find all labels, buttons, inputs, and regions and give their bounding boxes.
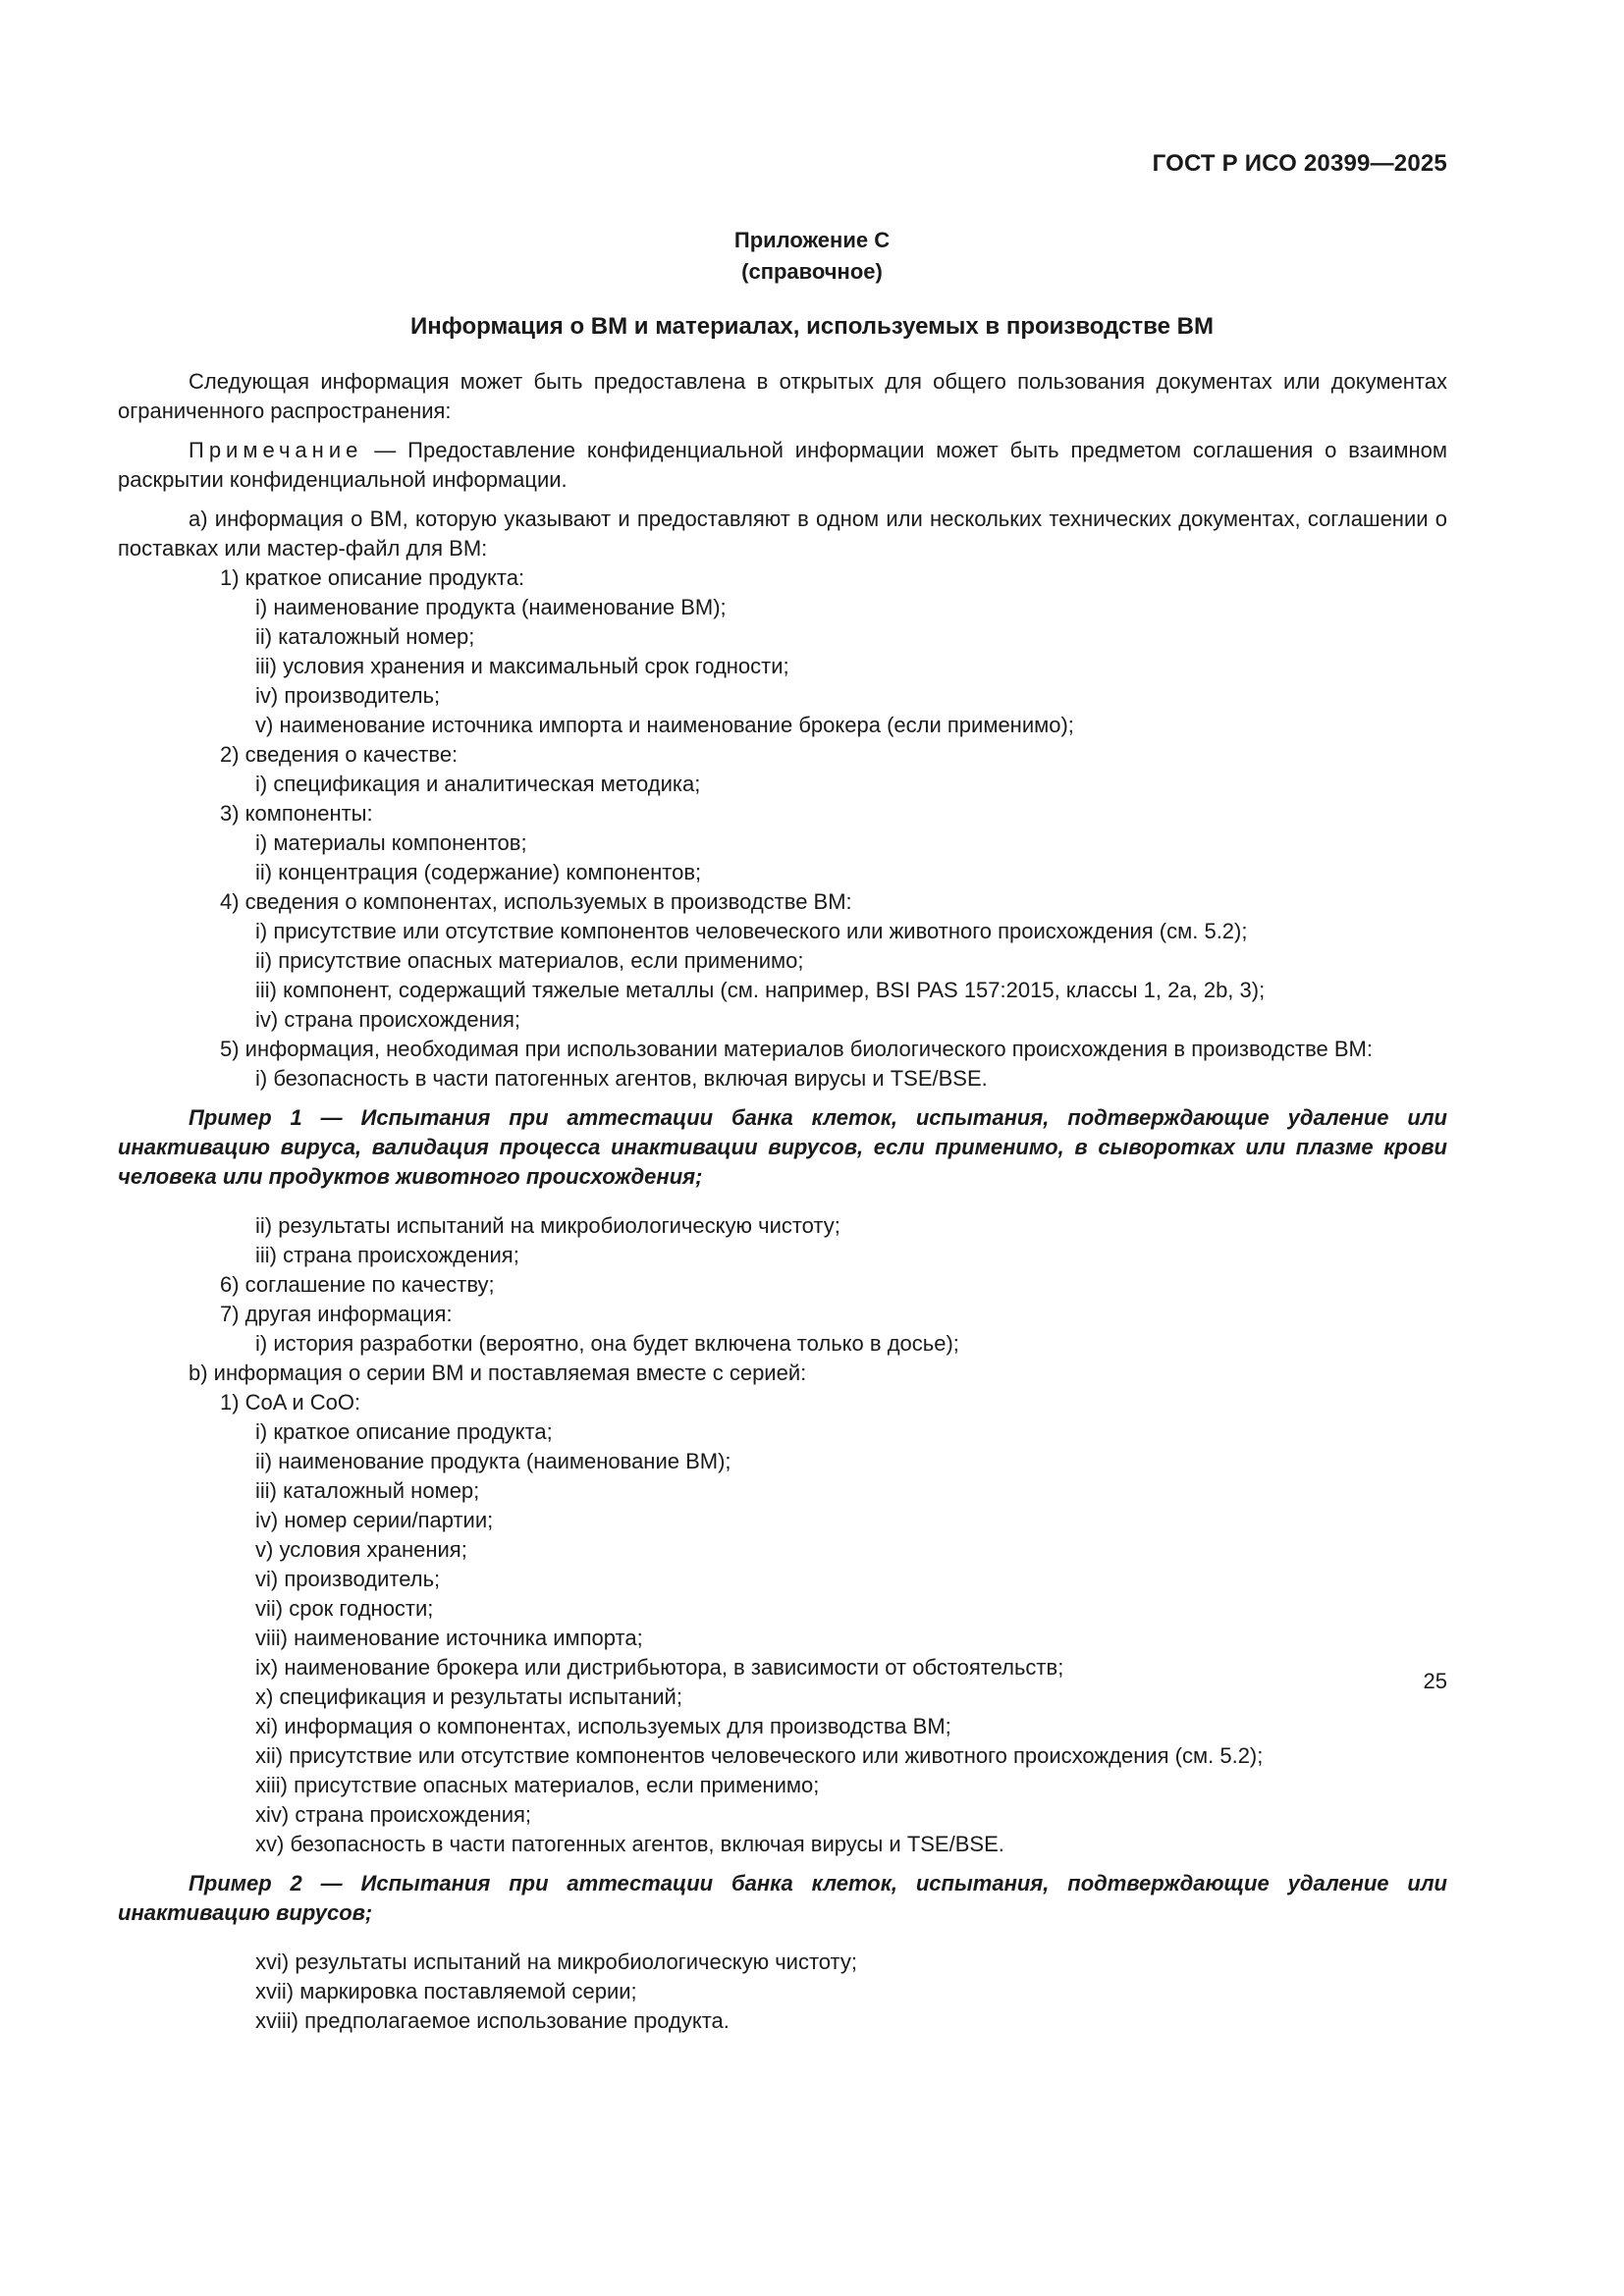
a7-sublist [118,1329,1447,1359]
a5-sublist-after [118,1211,1447,1270]
list-item: i) история разработки (вероятно, она будет включена только в досье); [255,1331,959,1356]
list-item: iii) страна происхождения; [255,1243,519,1267]
list-item: iv) номер серии/партии; [255,1508,494,1532]
list-item: viii) наименование источника импорта; [255,1626,643,1650]
list-item: xviii) предполагаемое использование продукта. [255,2008,730,2033]
a2-sublist [118,770,1447,799]
annex-type: (справочное) [741,259,883,284]
intro-paragraph: Следующая информация может быть предоставлена в открытых для общего пользования документах или документах ограниченного распространения: [118,369,1447,423]
list-item: ii) каталожный номер; [255,624,475,649]
a3-sublist [118,828,1447,887]
example-2: Пример 2 — Испытания при аттестации банка клеток, испытания, подтверждающие удаление или инактивацию вирусов; [118,1871,1447,1925]
list-item: v) наименование источника импорта и наименование брокера (если применимо); [255,713,1074,737]
list-item: xvii) маркировка поставляемой серии; [255,1979,637,2003]
list-item: xvi) результаты испытаний на микробиологическую чистоту; [255,1949,857,1974]
list-item-b1: 1) CoA и CoO: [220,1390,361,1415]
document-code: ГОСТ Р ИСО 20399—2025 [1152,150,1447,177]
list-item: ii) присутствие опасных материалов, если применимо; [255,948,804,973]
list-item: xiii) присутствие опасных материалов, если применимо; [255,1773,820,1797]
list-item: xii) присутствие или отсутствие компонентов человеческого или животного происхождения (см. 5.2); [255,1743,1264,1768]
list-item-a6: 6) соглашение по качеству; [220,1272,495,1297]
note-text: — Предоставление конфиденциальной информации может быть предметом соглашения о взаимном раскрытии конфиденциальной информации. [118,438,1447,492]
list-item: i) материалы компонентов; [255,830,527,855]
list-item: iii) каталожный номер; [255,1478,480,1503]
document-body [118,367,1447,2036]
list-item: i) присутствие или отсутствие компонентов человеческого или животного происхождения (см. 5.2); [255,919,1248,943]
list-item-a4: 4) сведения о компонентах, используемых в производстве ВМ: [220,889,852,914]
list-item-a: а) информация о ВМ, которую указывают и предоставляют в одном или нескольких технических документах, соглашении о поставках или мастер-файл для ВМ: [118,507,1447,561]
list-item: i) безопасность в части патогенных агентов, включая вирусы и TSE/BSE. [255,1066,988,1091]
a5-sublist-before [118,1064,1447,1094]
list-item: iii) компонент, содержащий тяжелые металлы (см. например, BSI PAS 157:2015, классы 1, 2a, 2b, 3); [255,978,1266,1002]
b1-sublist-after [118,1948,1447,2036]
example-1: Пример 1 — Испытания при аттестации банка клеток, испытания, подтверждающие удаление или инактивацию вируса, валидация процесса инактивации вирусов, если применимо, в сыворотках или плазме крови человека или продуктов животного происхождения; [118,1105,1447,1189]
section-title: Информация о ВМ и материалах, используемых в производстве ВМ [410,313,1214,340]
a4-sublist [118,917,1447,1035]
list-item-a3: 3) компоненты: [220,801,373,826]
a1-sublist [118,593,1447,740]
list-item-a1: 1) краткое описание продукта: [220,565,525,590]
list-item: i) спецификация и аналитическая методика; [255,772,701,796]
list-item: vii) срок годности; [255,1596,434,1621]
list-item: xiv) страна происхождения; [255,1802,532,1827]
note-paragraph [118,436,1447,495]
list-item: vi) производитель; [255,1567,441,1591]
note-label: Примечание [189,438,363,462]
list-item-b: b) информация о серии ВМ и поставляемая вместе с серией: [189,1361,807,1385]
list-item: xv) безопасность в части патогенных агентов, включая вирусы и TSE/BSE. [255,1832,1004,1856]
list-item: ii) результаты испытаний на микробиологическую чистоту; [255,1213,840,1238]
list-item: iv) производитель; [255,683,441,708]
list-item: xi) информация о компонентах, используемых для производства ВМ; [255,1714,951,1738]
list-item: iii) условия хранения и максимальный срок годности; [255,654,789,678]
page-number: 25 [1423,1669,1447,1693]
list-item-a5: 5) информация, необходимая при использовании материалов биологического происхождения в производстве ВМ: [220,1037,1373,1061]
list-item: i) наименование продукта (наименование ВМ); [255,595,727,619]
list-item: x) спецификация и результаты испытаний; [255,1684,682,1709]
list-item-a2: 2) сведения о качестве: [220,742,459,767]
list-item: i) краткое описание продукта; [255,1419,553,1444]
list-item: ix) наименование брокера или дистрибьютора, в зависимости от обстоятельств; [255,1655,1064,1680]
list-item: v) условия хранения; [255,1537,467,1562]
list-item-a7: 7) другая информация: [220,1302,453,1326]
list-item: ii) концентрация (содержание) компонентов; [255,860,702,884]
b1-sublist [118,1417,1447,1859]
annex-title: Приложение С [733,228,891,252]
list-item: ii) наименование продукта (наименование ВМ); [255,1449,731,1473]
list-item: iv) страна происхождения; [255,1007,521,1032]
